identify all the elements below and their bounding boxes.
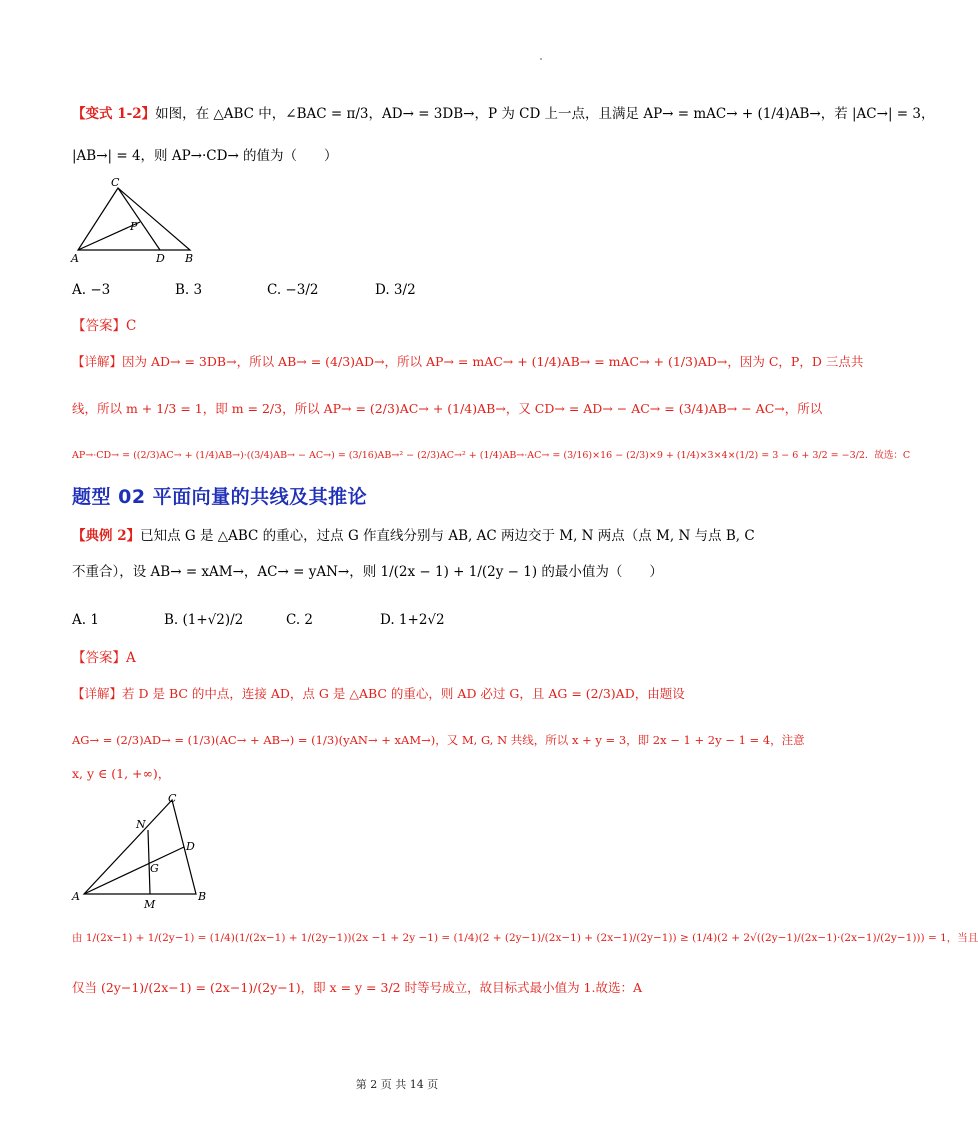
variant-detail-text-1: 因为 AD→ = 3DB→，所以 AB→ = (4/3)AD→，所以 AP→ = mAC→ + (1/4)AB→ = mAC→ + (1/3)AD→，因为 C，P，D 三点共: [122, 354, 864, 369]
variant-detail-2: 线，所以 m + 1/3 = 1，即 m = 2/3，所以 AP→ = (2/3)AC→ + (1/4)AB→，又 CD→ = AD→ − AC→ = (3/4)AB→ − AC→，所以: [72, 401, 823, 416]
label-c-2: C: [168, 792, 177, 805]
triangle-figure-2: [68, 790, 218, 910]
variant-detail-3: AP→·CD→ = ((2/3)AC→ + (1/4)AB→)·((3/4)AB→ − AC→) = (3/16)AB→² − (2/3)AC→² + (1/4)AB→·AC→ = (3/16)×16 − (2/3)×9 + (1/4)×3×4×(1/2) = 3 − 6 + 3/2 = −3/2．故选：C: [72, 450, 911, 461]
example-line-1: [72, 526, 755, 546]
variant-line-1: [72, 104, 934, 124]
example-option-a: A. 1: [72, 612, 99, 628]
variant-option-a: A. −3: [72, 282, 111, 298]
label-b-2: B: [198, 890, 207, 903]
triangle-abc: [78, 188, 190, 250]
label-d-2: D: [186, 840, 195, 853]
variant-answer: 【答案】C: [72, 318, 137, 334]
label-p: P: [130, 220, 138, 233]
label-a-2: A: [72, 890, 80, 903]
section-heading: 题型 02 平面向量的共线及其推论: [72, 486, 368, 508]
example-option-c: C. 2: [286, 612, 314, 628]
example-answer: 【答案】A: [72, 650, 136, 666]
example-detail-2: AG→ = (2/3)AD→ = (1/3)(AC→ + AB→) = (1/3)(yAN→ + xAM→)，又 M, G, N 共线，所以 x + y = 3，即 2x − 1 + 2y − 1 = 4，注意: [72, 733, 805, 747]
example-line-2: 不重合），设 AB→ = xAM→，AC→ = yAN→，则 1/(2x − 1) + 1/(2y − 1) 的最小值为（ ）: [72, 564, 663, 580]
example-detail-3: x, y ∈ (1, +∞)，: [72, 766, 171, 781]
triangle-figure-1: [68, 176, 208, 266]
example-detail-1: [72, 684, 685, 704]
variant-detail-tag: 【详解】: [72, 354, 123, 369]
label-g: G: [150, 862, 159, 875]
label-m: M: [144, 898, 156, 911]
label-c: C: [111, 176, 120, 189]
variant-option-d: D. 3/2: [375, 282, 416, 298]
variant-detail-1: [72, 352, 863, 372]
variant-stem-1: 如图，在 △ABC 中，∠BAC = π/3，AD→ = 3DB→，P 为 CD 上一点，且满足 AP→ = mAC→ + (1/4)AB→，若 |AC→| = 3，: [155, 106, 935, 122]
example-detail-tag: 【详解】: [72, 686, 123, 701]
segment-ad: [84, 847, 184, 894]
example-option-b: B. (1+√2)/2: [164, 612, 244, 628]
triangle-abc-2: [84, 800, 196, 894]
example-tag: 【典例 2】: [72, 528, 141, 544]
variant-tag: 【变式 1-2】: [72, 106, 156, 122]
example-detail-4: 由 1/(2x−1) + 1/(2y−1) = (1/4)(1/(2x−1) + 1/(2y−1))(2x −1 + 2y −1) = (1/4)(2 + (2y−1)/(2x−1) + (2x−1)/(2y−1)) ≥ (1/4)(2 + 2√((2y−1)/(2x−1)·(2x−1)/(2y−1))) = 1，当且: [72, 932, 978, 944]
example-detail-5: 仅当 (2y−1)/(2x−1) = (2x−1)/(2y−1)，即 x = y = 3/2 时等号成立，故目标式最小值为 1.故选：A: [72, 980, 643, 995]
example-detail-text-1: 若 D 是 BC 的中点，连接 AD，点 G 是 △ABC 的重心，则 AD 必过 G，且 AG = (2/3)AD，由题设: [122, 686, 685, 701]
variant-option-b: B. 3: [175, 282, 203, 298]
label-b: B: [185, 252, 194, 265]
label-n: N: [136, 818, 146, 831]
page-footer: 第 2 页 共 14 页: [355, 1078, 439, 1091]
label-a: A: [71, 252, 79, 265]
scan-dot: [540, 58, 542, 60]
variant-line-2: |AB→| = 4，则 AP→·CD→ 的值为（ ）: [72, 148, 338, 164]
variant-option-c: C. −3/2: [267, 282, 319, 298]
label-d: D: [156, 252, 165, 265]
example-option-d: D. 1+2√2: [380, 612, 445, 628]
example-stem-1: 已知点 G 是 △ABC 的重心，过点 G 作直线分别与 AB, AC 两边交于 M, N 两点（点 M, N 与点 B, C: [140, 528, 755, 544]
